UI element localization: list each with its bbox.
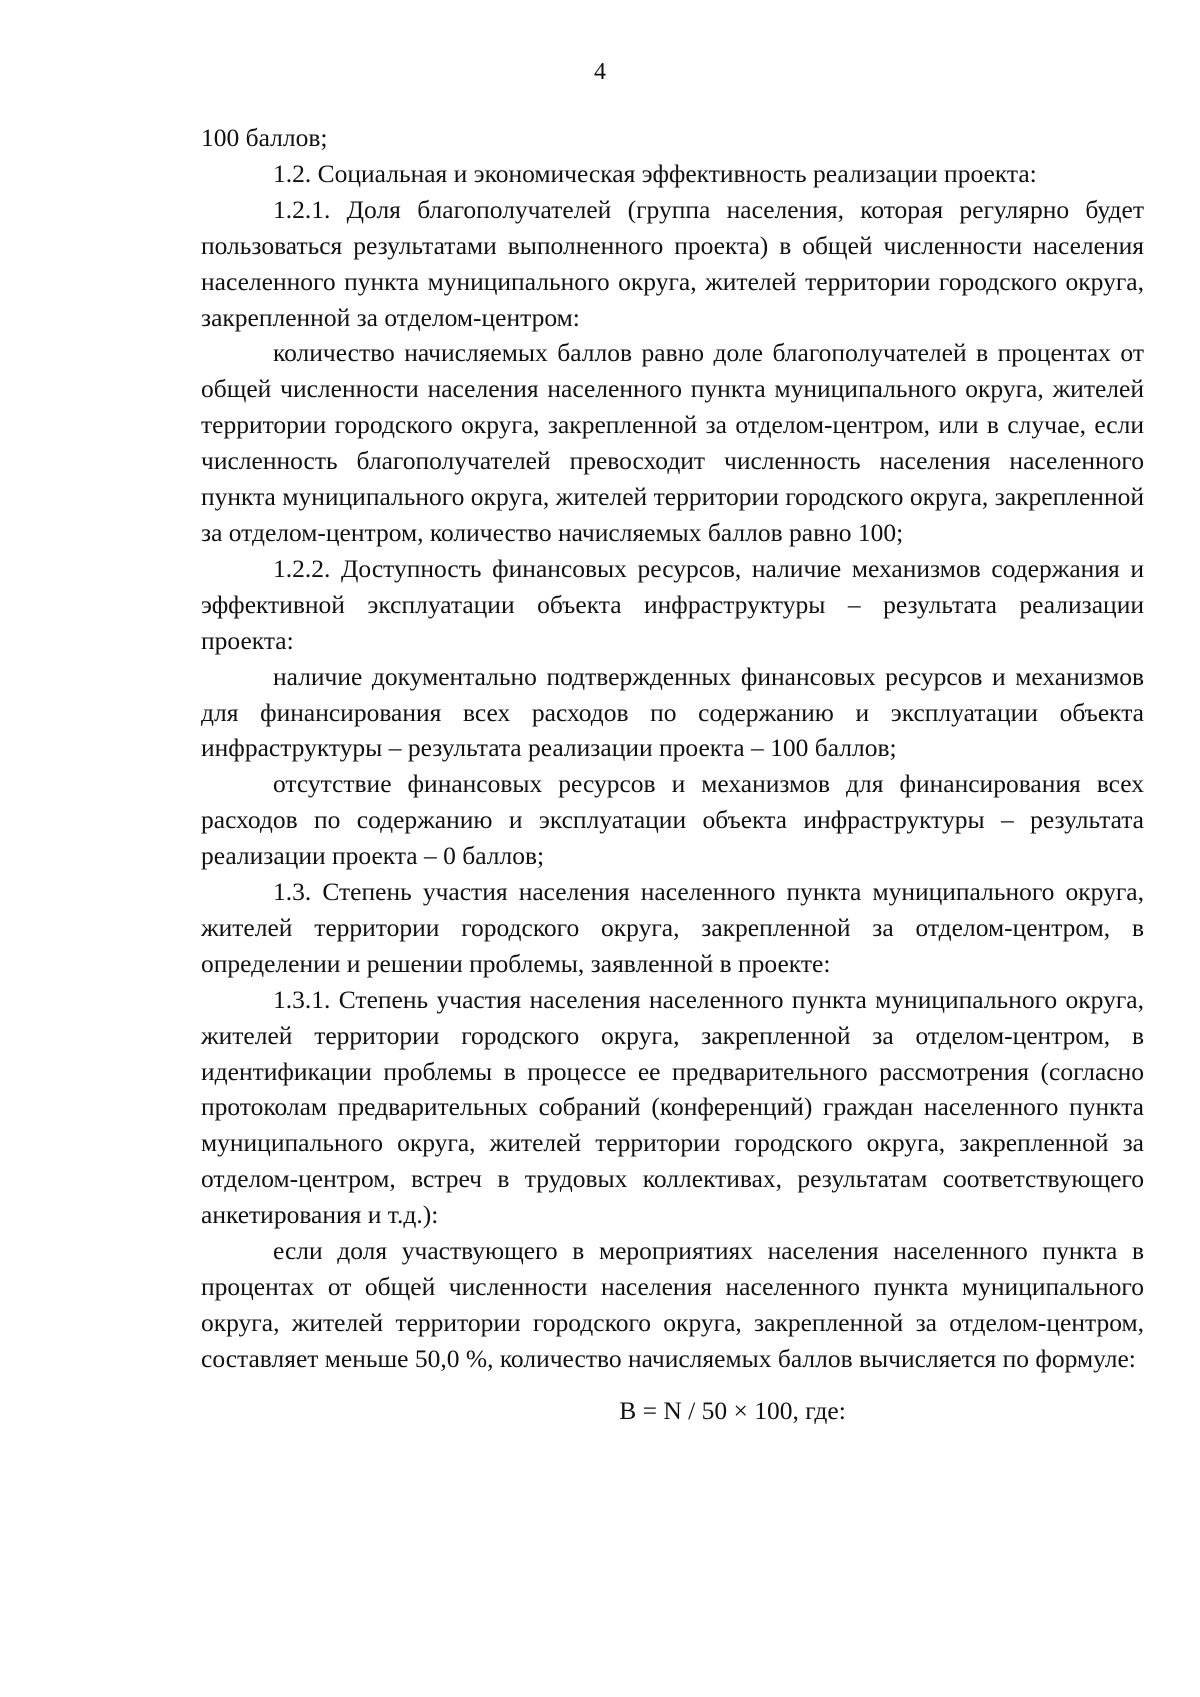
paragraph-section-1-2-2: 1.2.2. Доступность финансовых ресурсов, наличие механизмов содержания и эффективной эксплуатации объекта инфраструктуры – результата реализации проекта: [201, 553, 1144, 655]
paragraph-section-1-2: 1.2. Социальная и экономическая эффективность реализации проекта: [273, 158, 1037, 188]
paragraph-section-1-2-1: 1.2.1. Доля благополучателей (группа населения, которая регулярно будет пользоваться результатами выполненного проекта) в общей численности населения населенного пункта муниципального округа, жителей территории городского округа, закрепленной за отделом-центром: [201, 194, 1144, 332]
paragraph-beneficiaries-scoring: количество начисляемых баллов равно доле благополучателей в процентах от общей численности населения населенного пункта муниципального округа, жителей территории городского округа, закрепленной за отделом-центром, или в случае, если численность благополучателей превосходит численность населения населенного пункта муниципального округа, жителей территории городского округа, закрепленной за отделом-центром, количество начисляемых баллов равно 100; [201, 338, 1144, 547]
paragraph-continuation: 100 баллов; [201, 123, 328, 152]
paragraph-section-1-3-1: 1.3.1. Степень участия населения населенного пункта муниципального округа, жителей территории городского округа, закрепленной за отделом-центром, в идентификации проблемы в процессе ее предварительного рассмотрения (согласно протоколам предварительных собраний (конференций) граждан населенного пункта муниципального округа, жителей территории городского округа, закрепленной за отделом-центром, встреч в трудовых коллективах, результатам соответствующего анкетирования и т.д.): [201, 984, 1144, 1230]
document-body [201, 120, 1144, 1429]
formula: B = N / 50 × 100, где: [619, 1395, 846, 1425]
paragraph-participation-condition: если доля участвующего в мероприятиях населения населенного пункта в процентах от общей численности населения населенного пункта муниципального округа, жителей территории городского округа, закрепленной за отделом-центром, составляет меньше 50,0 %, количество начисляемых баллов вычисляется по формуле: [201, 1236, 1144, 1373]
paragraph-resources-absent: отсутствие финансовых ресурсов и механизмов для финансирования всех расходов по содержанию и эксплуатации объекта инфраструктуры – результата реализации проекта – 0 баллов; [201, 769, 1144, 871]
paragraph-resources-present: наличие документально подтвержденных финансовых ресурсов и механизмов для финансирования всех расходов по содержанию и эксплуатации объекта инфраструктуры – результата реализации проекта – 100 баллов; [201, 661, 1144, 763]
paragraph-section-1-3: 1.3. Степень участия населения населенного пункта муниципального округа, жителей территории городского округа, закрепленной за отделом-центром, в определении и решении проблемы, заявленной в проекте: [201, 877, 1144, 978]
page-number: 4 [594, 59, 606, 85]
